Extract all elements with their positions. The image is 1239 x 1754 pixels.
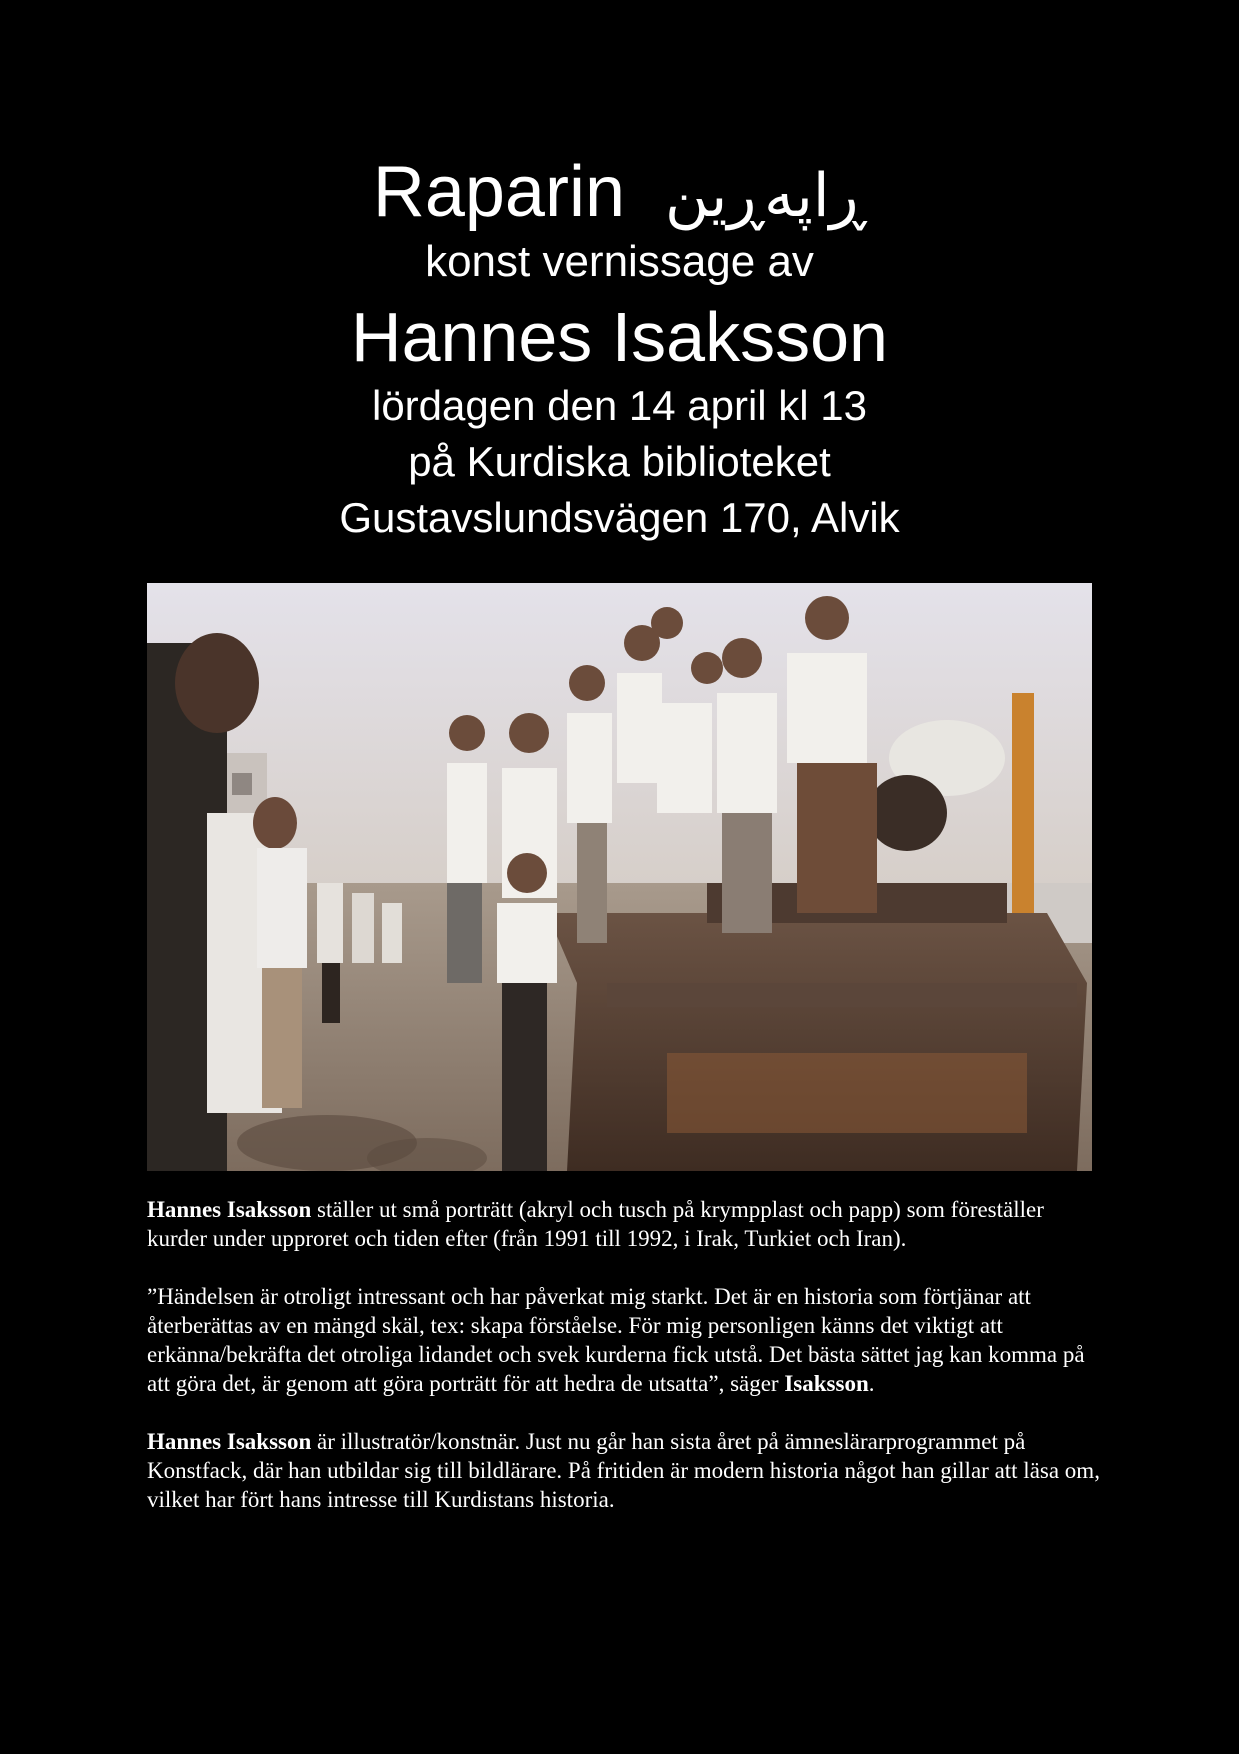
event-date: lördagen den 14 april kl 13: [371, 382, 868, 429]
artist-name-bold-bio: Hannes Isaksson: [147, 1429, 312, 1454]
bio-text: är illustratör/konstnär. Just nu går han sista året på ämneslärarprogrammet på Konstfack, där han utbildar sig till bildlärare. På fritiden är modern historia något han gillar att läsa om, vilket har fört hans intresse till Kurdistans historia.: [147, 1429, 1100, 1512]
title-kurdish: ڕاپەڕین: [664, 161, 867, 231]
event-address: Gustavslundsvägen 170, Alvik: [339, 494, 900, 541]
event-photo: [147, 583, 1092, 1171]
artist-name: Hannes Isaksson: [351, 298, 888, 376]
paragraph-exhibition: [147, 1195, 1107, 1253]
subtitle: konst vernissage av: [425, 237, 814, 286]
poster-header: [0, 150, 1239, 546]
quote-end: .: [868, 1371, 875, 1396]
poster-title: [0, 150, 1239, 234]
quote-text: ”Händelsen är otroligt intressant och har påverkat mig starkt. Det är en historia som förtjänar att återberättas av en mängd skäl, tex: skapa förståelse. För mig personligen känns det viktigt att erkänna/bekräfta det otroliga lidandet och svek kurderna fick utstå. Det bästa sättet jag kan komma på att göra det, är genom att göra porträtt för att hedra de utsatta”, säger: [147, 1284, 1085, 1396]
paragraph-exhibition-text: ställer ut små porträtt (akryl och tusch på krympplast och papp) som föreställer kurder under upproret och tiden efter (från 1991 till 1992, i Irak, Turkiet och Iran).: [147, 1197, 1044, 1251]
paragraph-quote: [147, 1282, 1107, 1398]
artist-name-bold: Hannes Isaksson: [147, 1197, 312, 1222]
artist-surname-bold: Isaksson: [784, 1371, 869, 1396]
photo-illustration: [147, 583, 1092, 1171]
paragraph-bio: [147, 1427, 1107, 1514]
body-text: [147, 1195, 1107, 1543]
event-venue: på Kurdiska biblioteket: [408, 438, 831, 485]
title-latin: Raparin: [372, 152, 625, 232]
